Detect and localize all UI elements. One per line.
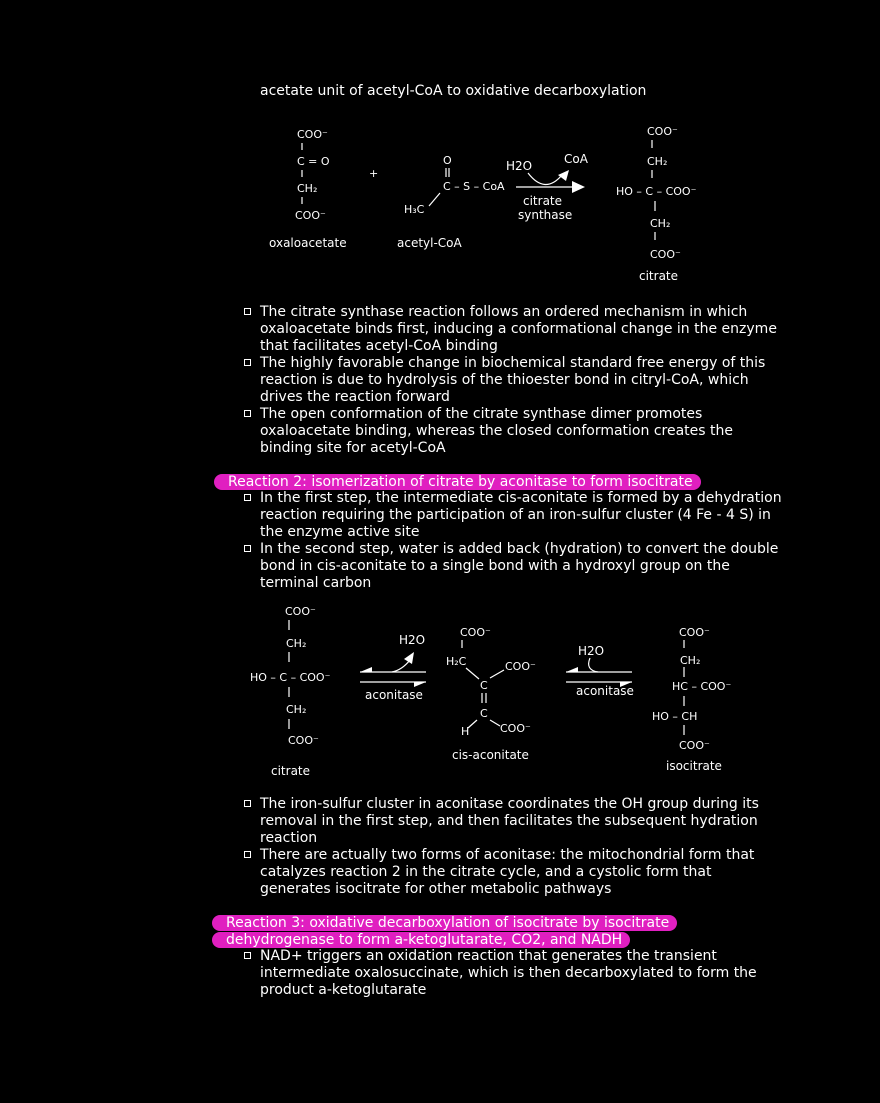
aconitase-notes xyxy=(244,796,784,898)
citrate2-line-4: CH₂ xyxy=(286,703,307,716)
citrate2-label: citrate xyxy=(271,764,311,778)
citrate-line-5: COO⁻ xyxy=(650,248,681,261)
citrate-line-4: CH₂ xyxy=(650,217,671,230)
cis-coo-right: COO⁻ xyxy=(505,660,536,673)
reaction3-heading-line-1: Reaction 3: oxidative decarboxylation of isocitrate by isocitrate xyxy=(212,915,677,931)
citrate-line-3: HO – C – COO⁻ xyxy=(616,185,697,198)
h2o-in-label: H2O xyxy=(578,644,605,658)
aconitase-label-1: aconitase xyxy=(365,688,423,702)
isocitrate-dehydrogenase-notes xyxy=(244,948,784,999)
acetylcoa-oxygen: O xyxy=(443,154,452,167)
enzyme-citrate-synthase-1: citrate xyxy=(523,194,563,208)
checkbox-icon xyxy=(244,952,251,959)
oxaloacetate-line-1: COO⁻ xyxy=(297,128,328,141)
citrate-label: citrate xyxy=(639,269,679,283)
list-item: In the first step, the intermediate cis-aconitate is formed by a dehydration reaction requiring the participation of an iron-sulfur cluster (4 Fe - 4 S) in the enzyme active site xyxy=(244,490,784,541)
enzyme-citrate-synthase-2: synthase xyxy=(518,208,573,222)
isocitrate-line-5: COO⁻ xyxy=(679,739,710,752)
oxaloacetate-line-3: CH₂ xyxy=(297,182,318,195)
checkbox-icon xyxy=(244,494,251,501)
checkbox-icon xyxy=(244,410,251,417)
citrate-synthase-notes xyxy=(244,304,784,457)
citrate2-line-5: COO⁻ xyxy=(288,734,319,747)
cis-h: H xyxy=(461,725,470,738)
isocitrate-line-1: COO⁻ xyxy=(679,626,710,639)
oxaloacetate-label: oxaloacetate xyxy=(269,236,347,250)
checkbox-icon xyxy=(244,359,251,366)
plus-sign: + xyxy=(369,167,379,180)
citrate2-line-2: CH₂ xyxy=(286,637,307,650)
list-item: The highly favorable change in biochemical standard free energy of this reaction is due to hydrolysis of the thioester bond in citryl-CoA, which drives the reaction forward xyxy=(244,355,784,406)
isocitrate-line-3: HC – COO⁻ xyxy=(672,680,732,693)
cis-c2: C xyxy=(480,707,488,720)
aconitase-steps xyxy=(244,490,784,592)
reaction2-diagram xyxy=(0,600,880,790)
cis-aconitate-label: cis-aconitate xyxy=(452,748,529,762)
list-item: NAD+ triggers an oxidation reaction that generates the transient intermediate oxalosuccinate, which is then decarboxylated to form the product a-ketoglutarate xyxy=(244,948,784,999)
oxaloacetate-line-4: COO⁻ xyxy=(295,209,326,222)
oxaloacetate-line-2: C = O xyxy=(297,155,330,168)
list-item: The iron-sulfur cluster in aconitase coordinates the OH group during its removal in the first step, and then facilitates the subsequent hydration reaction xyxy=(244,796,784,847)
list-item: The open conformation of the citrate synthase dimer promotes oxaloacetate binding, whereas the closed conformation creates the binding site for acetyl-CoA xyxy=(244,406,784,457)
h2o-out-label: H2O xyxy=(399,633,426,647)
citrate2-line-1: COO⁻ xyxy=(285,605,316,618)
h2o-label: H2O xyxy=(506,159,533,173)
reaction2-heading: Reaction 2: isomerization of citrate by aconitase to form isocitrate xyxy=(214,474,701,490)
cis-coo-top: COO⁻ xyxy=(460,626,491,639)
checkbox-icon xyxy=(244,545,251,552)
aconitase-label-2: aconitase xyxy=(576,684,634,698)
list-item: The citrate synthase reaction follows an ordered mechanism in which oxaloacetate binds first, inducing a conformational change in the enzyme that facilitates acetyl-CoA binding xyxy=(244,304,784,355)
acetylcoa-chain: C – S – CoA xyxy=(443,180,505,193)
isocitrate-line-2: CH₂ xyxy=(680,654,701,667)
coa-label: CoA xyxy=(564,152,588,166)
checkbox-icon xyxy=(244,800,251,807)
citrate-line-2: CH₂ xyxy=(647,155,668,168)
isocitrate-label: isocitrate xyxy=(666,759,722,773)
citrate-line-1: COO⁻ xyxy=(647,125,678,138)
list-item: In the second step, water is added back (hydration) to convert the double bond in cis-aconitate to a single bond with a hydroxyl group on the terminal carbon xyxy=(244,541,784,592)
cis-h2c: H₂C xyxy=(446,655,467,668)
acetylcoa-h3c: H₃C xyxy=(404,203,425,216)
list-item: There are actually two forms of aconitase: the mitochondrial form that catalyzes reaction 2 in the citrate cycle, and a cystolic form that generates isocitrate for other metabolic pathways xyxy=(244,847,784,898)
checkbox-icon xyxy=(244,308,251,315)
checkbox-icon xyxy=(244,851,251,858)
cis-c1: C xyxy=(480,679,488,692)
reaction3-heading-line-2: dehydrogenase to form a-ketoglutarate, CO2, and NADH xyxy=(212,932,630,948)
isocitrate-line-4: HO – CH xyxy=(652,710,698,723)
intro-line: acetate unit of acetyl-CoA to oxidative decarboxylation xyxy=(260,83,647,99)
acetylcoa-label: acetyl-CoA xyxy=(397,236,462,250)
cis-coo-bottom: COO⁻ xyxy=(500,722,531,735)
citrate2-line-3: HO – C – COO⁻ xyxy=(250,671,331,684)
reaction1-diagram xyxy=(0,115,880,315)
